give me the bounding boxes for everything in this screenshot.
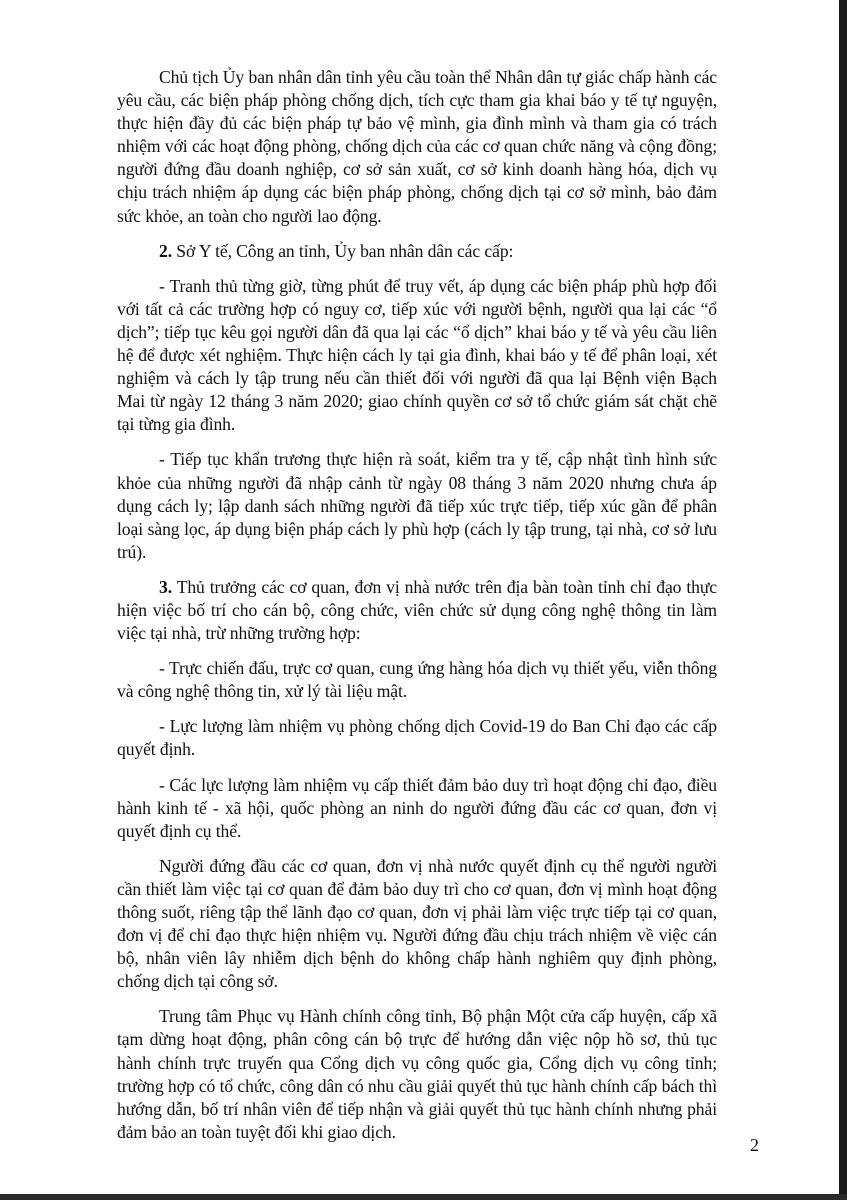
paragraph-citizen-compliance bbox=[117, 66, 717, 228]
paragraph-text: Trung tâm Phục vụ Hành chính công tỉnh, Bộ phận Một cửa cấp huyện, cấp xã tạm dừng hoạt động, phân công cán bộ trực để hướng dẫn việc nộp hồ sơ, thủ tục hành chính trực truyến qua Cổng dịch vụ công quốc gia, Cổng dịch vụ công tỉnh; trường hợp có tổ chức, công dân có nhu cầu giải quyết thủ tục hành chính cấp bách thì hướng dẫn, bố trí nhân viên để tiếp nhận và giải quyết thủ tục hành chính nhưng phải đảm bảo an toàn tuyệt đối khi giao dịch. bbox=[117, 1006, 717, 1142]
scan-edge-bottom bbox=[0, 1194, 847, 1200]
paragraph-section-2-heading bbox=[117, 240, 717, 263]
page-number: 2 bbox=[750, 1135, 759, 1155]
paragraph-health-check bbox=[117, 448, 717, 563]
paragraph-text: - Lực lượng làm nhiệm vụ phòng chống dịch Covid-19 do Ban Chỉ đạo các cấp quyết định. bbox=[117, 716, 717, 760]
paragraph-text: - Trực chiến đấu, trực cơ quan, cung ứng hàng hóa dịch vụ thiết yếu, viễn thông và công nghệ thông tin, xử lý tài liệu mật. bbox=[117, 658, 717, 702]
paragraph-service-center bbox=[117, 1005, 717, 1144]
section-number: 3. bbox=[159, 576, 172, 597]
paragraph-text: Sở Y tế, Công an tỉnh, Ủy ban nhân dân các cấp: bbox=[172, 240, 514, 261]
paragraph-text: - Các lực lượng làm nhiệm vụ cấp thiết đảm bảo duy trì hoạt động chỉ đạo, điều hành kinh tế - xã hội, quốc phòng an ninh do người đứng đầu các cơ quan, đơn vị quyết định cụ thể. bbox=[117, 774, 717, 841]
paragraph-tracing bbox=[117, 275, 717, 437]
paragraph-text: Người đứng đầu các cơ quan, đơn vị nhà nước quyết định cụ thể người người cần thiết làm việc tại cơ quan để đảm bảo duy trì cho cơ quan, đơn vị mình hoạt động thông suốt, riêng tập thể lãnh đạo cơ quan, đơn vị phải làm việc trực tiếp tại cơ quan, đơn vị để chỉ đạo thực hiện nhiệm vụ. Người đứng đầu chịu trách nhiệm về việc cán bộ, nhân viên lây nhiễm dịch bệnh do không chấp hành nghiêm quy định phòng, chống dịch tại công sở. bbox=[117, 855, 717, 992]
scan-edge-right bbox=[839, 0, 847, 1200]
paragraph-exception-1 bbox=[117, 657, 717, 703]
section-number: 2. bbox=[159, 240, 172, 261]
paragraph-text: - Tiếp tục khẩn trương thực hiện rà soát, kiểm tra y tế, cập nhật tình hình sức khỏe của những người đã nhập cảnh từ ngày 08 tháng 3 năm 2020 nhưng chưa áp dụng cách ly; lập danh sách những người đã tiếp xúc trực tiếp, tiếp xúc gần để phân loại sàng lọc, áp dụng biện pháp cách ly phù hợp (cách ly tập trung, tại nhà, cơ sở lưu trú). bbox=[117, 449, 717, 562]
paragraph-exception-2 bbox=[117, 715, 717, 761]
paragraph-exception-3 bbox=[117, 774, 717, 843]
paragraph-text: Thủ trưởng các cơ quan, đơn vị nhà nước trên địa bàn toàn tỉnh chỉ đạo thực hiện việc bố trí cho cán bộ, công chức, viên chức sử dụng công nghệ thông tin làm việc tại nhà, trừ những trường hợp: bbox=[117, 576, 717, 644]
document-body bbox=[117, 66, 717, 1156]
paragraph-head-responsibility bbox=[117, 855, 717, 994]
paragraph-section-3-heading bbox=[117, 576, 717, 645]
paragraph-text: Chủ tịch Ủy ban nhân dân tỉnh yêu cầu toàn thể Nhân dân tự giác chấp hành các yêu cầu, các biện pháp phòng chống dịch, tích cực tham gia khai báo y tế tự nguyện, thực hiện đầy đủ các biện pháp tự bảo vệ mình, gia đình mình và tham gia có trách nhiệm với các hoạt động phòng, chống dịch của các cơ quan chức năng và cộng đồng; người đứng đầu doanh nghiệp, cơ sở sản xuất, cơ sở kinh doanh hàng hóa, dịch vụ chịu trách nhiệm áp dụng các biện pháp phòng, chống dịch tại cơ sở mình, bảo đảm sức khỏe, an toàn cho người lao động. bbox=[117, 67, 717, 226]
paragraph-text: - Tranh thủ từng giờ, từng phút để truy vết, áp dụng các biện pháp phù hợp đối với tất cả các trường hợp có nguy cơ, tiếp xúc với người bệnh, người qua lại các “ổ dịch”; tiếp tục kêu gọi người dân đã qua lại các “ổ dịch” khai báo y tế và yêu cầu liên hệ để được xét nghiệm. Thực hiện cách ly tại gia đình, khai báo y tế để phân loại, xét nghiệm và cách ly tập trung nếu cần thiết đối với người đã qua lại Bệnh viện Bạch Mai từ ngày 12 tháng 3 năm 2020; giao chính quyền cơ sở tổ chức giám sát chặt chẽ tại từng gia đình. bbox=[117, 275, 717, 435]
